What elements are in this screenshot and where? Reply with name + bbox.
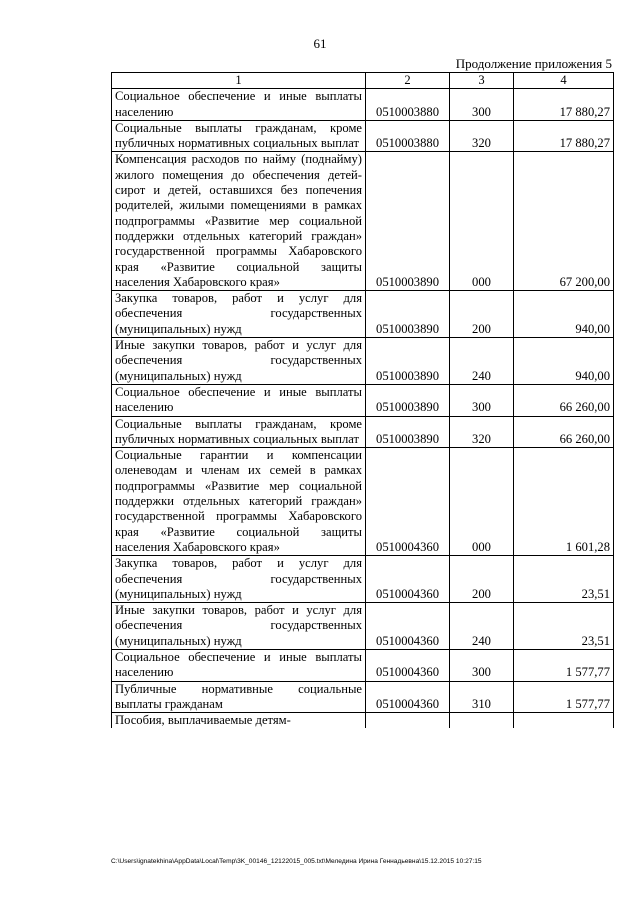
row-name: Публичные нормативные социальные выплаты гражданам: [112, 681, 366, 713]
row-amount: [514, 713, 614, 729]
table-row: [112, 291, 614, 338]
column-header-1: 1: [112, 73, 366, 89]
table-row: [112, 416, 614, 448]
row-amount: 17 880,27: [514, 89, 614, 121]
budget-table: [111, 72, 614, 728]
appendix-continuation-label: Продолжение приложения 5: [455, 56, 612, 71]
row-expense-type: 240: [450, 338, 514, 385]
table-row: [112, 152, 614, 291]
row-name: Компенсация расходов по найму (поднайму) жилого помещения до обеспечения детей-сирот и детей, оставшихся без попечения родителей, жилыми помещениями в рамках подпрограммы «Развитие мер социальной поддержки отдельных категорий граждан» государственной программы Хабаровского края «Развитие социальной защиты населения Хабаровского края»: [112, 152, 366, 291]
row-name: Социальное обеспечение и иные выплаты населению: [112, 649, 366, 681]
row-expense-type: [450, 713, 514, 729]
row-expense-type: 300: [450, 384, 514, 416]
row-amount: 67 200,00: [514, 152, 614, 291]
table-header-row: [112, 73, 614, 89]
column-header-4: 4: [514, 73, 614, 89]
row-target-code: 0510003890: [366, 338, 450, 385]
table-row: [112, 603, 614, 650]
row-target-code: [366, 713, 450, 729]
row-target-code: 0510003890: [366, 152, 450, 291]
row-target-code: 0510003880: [366, 120, 450, 152]
row-name: Закупка товаров, работ и услуг для обеспечения государственных (муниципальных) нужд: [112, 291, 366, 338]
table-row-continued: [112, 713, 614, 729]
row-amount: 66 260,00: [514, 384, 614, 416]
row-amount: 17 880,27: [514, 120, 614, 152]
row-expense-type: 320: [450, 120, 514, 152]
row-name: Социальные гарантии и компенсации оленеводам и членам их семей в рамках подпрограммы «Развитие мер социальной поддержки отдельных категорий граждан» государственной программы Хабаровского края «Развитие социальной защиты населения Хабаровского края»: [112, 448, 366, 556]
table-row: [112, 649, 614, 681]
row-amount: 1 577,77: [514, 649, 614, 681]
table-row: [112, 89, 614, 121]
row-target-code: 0510003880: [366, 89, 450, 121]
row-target-code: 0510004360: [366, 448, 450, 556]
row-target-code: 0510004360: [366, 681, 450, 713]
page-number: 61: [313, 36, 327, 51]
column-header-2: 2: [366, 73, 450, 89]
row-amount: 66 260,00: [514, 416, 614, 448]
row-name: Социальные выплаты гражданам, кроме публичных нормативных социальных выплат: [112, 416, 366, 448]
row-target-code: 0510003890: [366, 384, 450, 416]
row-name: Иные закупки товаров, работ и услуг для обеспечения государственных (муниципальных) нужд: [112, 338, 366, 385]
row-name: Социальное обеспечение и иные выплаты населению: [112, 384, 366, 416]
table-row: [112, 338, 614, 385]
row-target-code: 0510004360: [366, 603, 450, 650]
table-row: [112, 120, 614, 152]
row-amount: 23,51: [514, 556, 614, 603]
row-name: Пособия, выплачиваемые детям-: [112, 713, 366, 729]
row-amount: 23,51: [514, 603, 614, 650]
row-expense-type: 310: [450, 681, 514, 713]
row-expense-type: 200: [450, 556, 514, 603]
row-name: Социальные выплаты гражданам, кроме публичных нормативных социальных выплат: [112, 120, 366, 152]
table-row: [112, 681, 614, 713]
row-target-code: 0510004360: [366, 649, 450, 681]
table-row: [112, 556, 614, 603]
row-name: Иные закупки товаров, работ и услуг для обеспечения государственных (муниципальных) нужд: [112, 603, 366, 650]
row-amount: 1 601,28: [514, 448, 614, 556]
column-header-3: 3: [450, 73, 514, 89]
row-amount: 1 577,77: [514, 681, 614, 713]
row-expense-type: 200: [450, 291, 514, 338]
row-amount: 940,00: [514, 338, 614, 385]
row-name: Социальное обеспечение и иные выплаты населению: [112, 89, 366, 121]
row-expense-type: 320: [450, 416, 514, 448]
row-expense-type: 240: [450, 603, 514, 650]
row-expense-type: 000: [450, 448, 514, 556]
row-target-code: 0510003890: [366, 416, 450, 448]
row-expense-type: 300: [450, 89, 514, 121]
row-expense-type: 300: [450, 649, 514, 681]
table-row: [112, 448, 614, 556]
file-path-footer: C:\Users\ignatekhina\AppData\Local\Temp\3K_00146_12122015_005.txt\Меледина Ирина Геннадьевна\15.12.2015 10:27:15: [111, 858, 482, 865]
row-target-code: 0510004360: [366, 556, 450, 603]
table-row: [112, 384, 614, 416]
row-name: Закупка товаров, работ и услуг для обеспечения государственных (муниципальных) нужд: [112, 556, 366, 603]
row-expense-type: 000: [450, 152, 514, 291]
row-amount: 940,00: [514, 291, 614, 338]
row-target-code: 0510003890: [366, 291, 450, 338]
